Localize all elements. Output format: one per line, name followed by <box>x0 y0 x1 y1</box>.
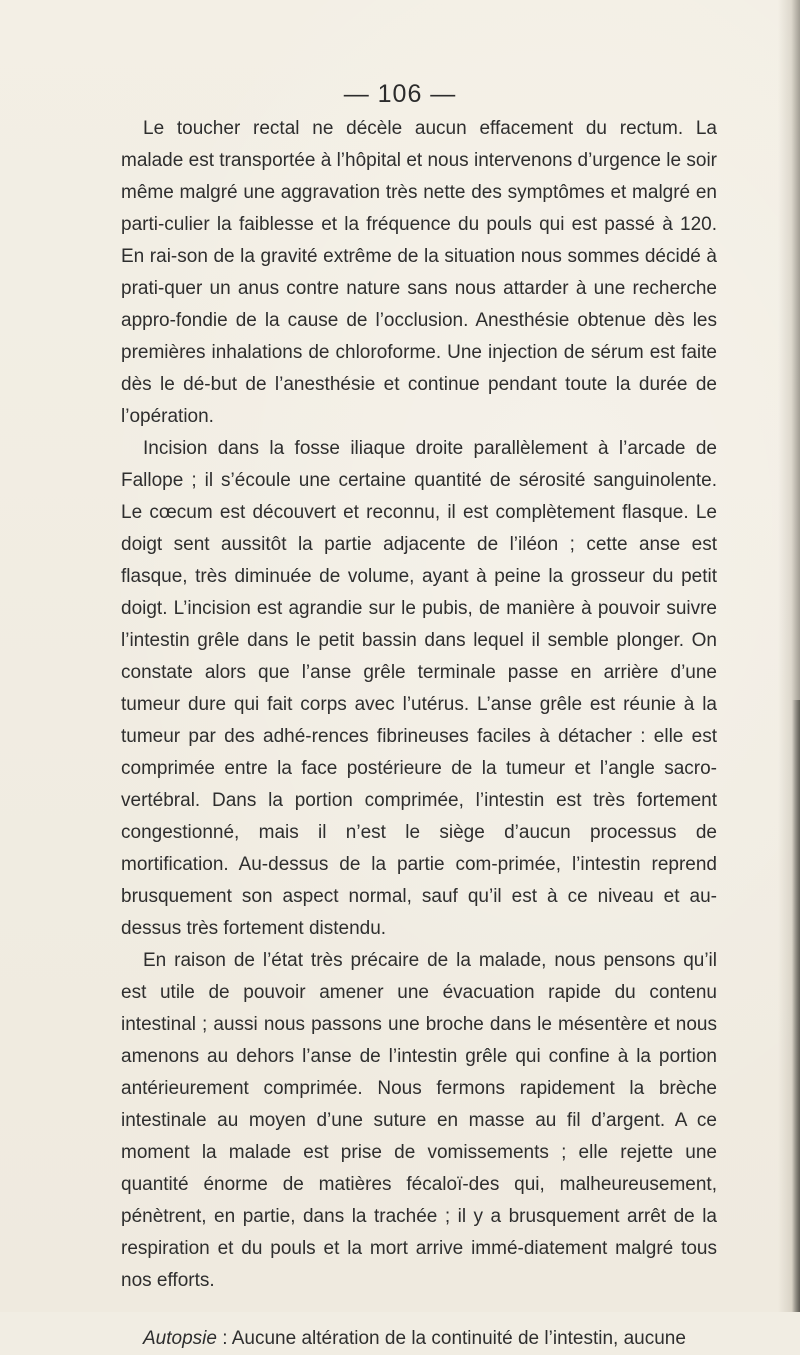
page-binding-edge <box>792 700 800 1312</box>
autopsy-paragraph <box>121 1323 717 1355</box>
autopsy-text: : Aucune altération de la continuité de l’intestin, aucune <box>216 1328 686 1349</box>
page-number: — 106 — <box>343 80 457 108</box>
paragraph-1: Le toucher rectal ne décèle aucun effacement du rectum. La malade est transportée à l’hôpital et nous intervenons d’urgence le soir même malgré une aggravation très nette des symptômes et malgré en parti-culier la faiblesse et la fréquence du pouls qui est passé à 120. En rai-son de la gravité extrême de la situation nous sommes décidé à prati-quer un anus contre nature sans nous attarder à une recherche appro-fondie de la cause de l’occlusion. Anesthésie obtenue dès les premières inhalations de chloroforme. Une injection de sérum est faite dès le dé-but de l’anesthésie et continue pendant toute la durée de l’opération. <box>121 118 717 427</box>
body-text <box>121 113 717 1355</box>
paragraph-3: En raison de l’état très précaire de la malade, nous pensons qu’il est utile de pouvoir amener une évacuation rapide du contenu intestinal ; aussi nous passons une broche dans le mésentère et nous amenons au dehors l’anse de l’intestin grêle qui confine à la portion antérieurement comprimée. Nous fermons rapidement la brèche intestinale au moyen d’une suture en masse au fil d’argent. A ce moment la malade est prise de vomissements ; elle rejette une quantité énorme de matières fécaloï-des qui, malheureusement, pénètrent, en partie, dans la trachée ; il y a brusquement arrêt de la respiration et du pouls et la mort arrive immé-diatement malgré tous nos efforts. <box>121 950 717 1291</box>
paragraph-2: Incision dans la fosse iliaque droite parallèlement à l’arcade de Fallope ; il s’écoule une certaine quantité de sérosité sanguinolente. Le cœcum est découvert et reconnu, il est complètement flasque. Le doigt sent aussitôt la partie adjacente de l’iléon ; cette anse est flasque, très diminuée de volume, ayant à peine la grosseur du petit doigt. L’incision est agrandie sur le pubis, de manière à pouvoir suivre l’intestin grêle dans le petit bassin dans lequel il semble plonger. On constate alors que l’anse grêle terminale passe en arrière d’une tumeur dure qui fait corps avec l’utérus. L’anse grêle est réunie à la tumeur par des adhé-rences fibrineuses faciles à détacher : elle est comprimée entre la face postérieure de la tumeur et l’angle sacro-vertébral. Dans la portion comprimée, l’intestin est très fortement congestionné, mais il n’est le siège d’aucun processus de mortification. Au-dessus de la partie com-primée, l’intestin reprend brusquement son aspect normal, sauf qu’il est à ce niveau et au-dessus très fortement distendu. <box>121 438 717 939</box>
autopsy-label: Autopsie <box>143 1328 217 1349</box>
